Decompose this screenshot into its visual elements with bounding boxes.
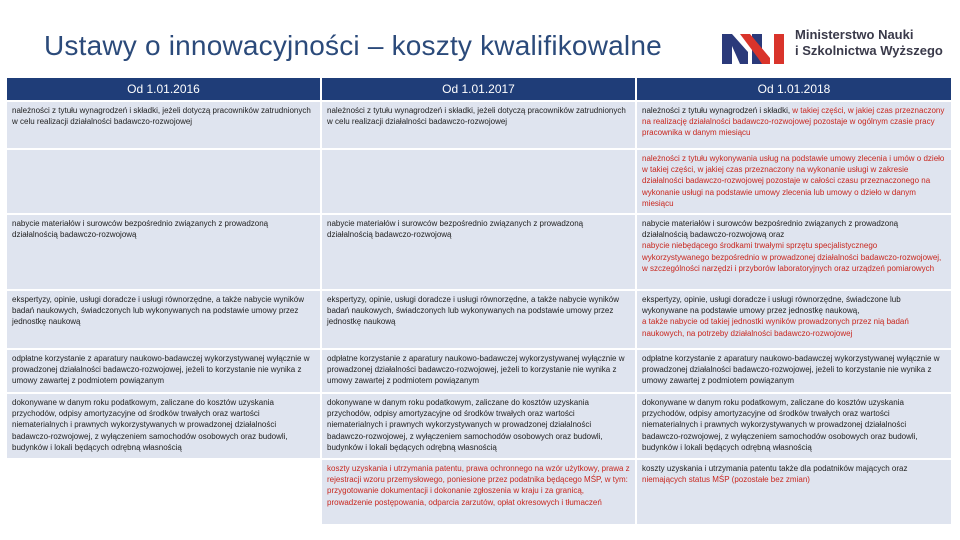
cell-2016: nabycie materiałów i surowców bezpośrednio związanych z prowadzoną działalnością badawczo-rozwojową <box>7 215 320 289</box>
header-row <box>7 78 951 100</box>
cell-2017: odpłatne korzystanie z aparatury naukowo-badawczej wykorzystywanej wyłącznie w prowadzonej działalności badawczo-rozwojowej, jeżeli to korzystanie nie wynika z umowy zawartej z podmiotem powiązanym <box>322 350 635 392</box>
cell-2017 <box>322 150 635 213</box>
column-header-2017: Od 1.01.2017 <box>322 78 635 100</box>
cell-2018 <box>637 215 951 289</box>
table-row <box>7 460 951 524</box>
cell-text-highlight: w takiej części, w jakiej czas przeznaczony na realizację działalności badawczo-rozwojowej pozostaje w ogólnym czasie pracy pracownika w danym miesiącu <box>642 106 945 138</box>
costs-table <box>5 76 953 526</box>
table-row <box>7 394 951 458</box>
cell-text-highlight: nabycie niebędącego środkami trwałymi sprzętu specjalistycznego wykorzystywanego bezpośrednio w prowadzonej działalności badawczo-rozwojowej, w szczególności narzędzi i przyborów laboratoryjnych oraz urządzeń pomiarowych <box>642 241 942 273</box>
cell-2017: koszty uzyskania i utrzymania patentu, prawa ochronnego na wzór użytkowy, prawa z rejestracji wzoru przemysłowego, poniesione przez podatnika będącego MŚP, w tym: przygotowanie dokumentacji i dokonanie zgłoszenia w kraju i za granicą, prowadzenie postępowania, odparcia zarzutów, opłat okresowych i tłumaczeń <box>322 460 635 524</box>
cell-2018: należności z tytułu wykonywania usług na podstawie umowy zlecenia i umów o dzieło w takiej części, w jakiej czas przeznaczony na wykonanie usługi w zakresie działalności badawczo-rozwojowej pozostaje w całości czasu przeznaczonego na wykonanie usługi na podstawie umowy zlecenia lub umowy o dzieło w danym miesiącu <box>637 150 951 213</box>
cell-2018 <box>637 460 951 524</box>
logo-line2: i Szkolnictwa Wyższego <box>795 43 943 58</box>
table-row <box>7 102 951 148</box>
table-row <box>7 150 951 213</box>
logo-text <box>795 27 943 59</box>
cell-2016 <box>7 460 320 524</box>
table-row <box>7 291 951 348</box>
cell-2016: odpłatne korzystanie z aparatury naukowo-badawczej wykorzystywanej wyłącznie w prowadzonej działalności badawczo-rozwojowej, jeżeli to korzystanie nie wynika z umowy zawartej z podmiotem powiązanym <box>7 350 320 392</box>
cell-text-highlight: niemających status MŚP (pozostałe bez zmian) <box>642 475 810 485</box>
cell-2017: nabycie materiałów i surowców bezpośrednio związanych z prowadzoną działalnością badawczo-rozwojową <box>322 215 635 289</box>
cell-text: koszty uzyskania i utrzymania patentu także dla podatników mających oraz <box>642 464 908 473</box>
cell-2016 <box>7 150 320 213</box>
cell-text-highlight: a także nabycie od takiej jednostki wyników prowadzonych przez nią badań naukowych, na potrzeby działalności badawczo-rozwojowej <box>642 317 909 338</box>
cell-2017: ekspertyzy, opinie, usługi doradcze i usługi równorzędne, a także nabycie wyników badań naukowych, świadczonych lub wykonywanych na podstawie umowy przez jednostkę naukową <box>322 291 635 348</box>
cell-2017: dokonywane w danym roku podatkowym, zaliczane do kosztów uzyskania przychodów, odpisy amortyzacyjne od środków trwałych oraz wartości niematerialnych i prawnych wykorzystywanych w prowadzonej działalności badawczo-rozwojowej, z wyłączeniem samochodów osobowych oraz budowli, budynków i lokali będących odrębną własnością <box>322 394 635 458</box>
table-row <box>7 350 951 392</box>
cell-2016: dokonywane w danym roku podatkowym, zaliczane do kosztów uzyskania przychodów, odpisy amortyzacyjne od środków trwałych oraz wartości niematerialnych i prawnych wykorzystywanych w prowadzonej działalności badawczo-rozwojowej, z wyłączeniem samochodów osobowych oraz budowli, budynków i lokali będących odrębną własnością <box>7 394 320 458</box>
cell-2016: ekspertyzy, opinie, usługi doradcze i usługi równorzędne, a także nabycie wyników badań naukowych, świadczonych lub wykonywanych na podstawie umowy przez jednostkę naukową <box>7 291 320 348</box>
cell-text: nabycie materiałów i surowców bezpośrednio związanych z prowadzoną działalnością badawczo-rozwojową oraz <box>642 219 899 240</box>
table-row <box>7 215 951 289</box>
logo-mark-red-bar <box>774 34 784 64</box>
cell-text: należności z tytułu wynagrodzeń i składki, <box>642 106 793 115</box>
cell-2018 <box>637 102 951 148</box>
page-title: Ustawy o innowacyjności – koszty kwalifikowalne <box>44 30 662 61</box>
logo-line1: Ministerstwo Nauki <box>795 27 914 42</box>
cell-2016: należności z tytułu wynagrodzeń i składki, jeżeli dotyczą pracowników zatrudnionych w celu realizacji działalności badawczo-rozwojowej <box>7 102 320 148</box>
cell-2018: odpłatne korzystanie z aparatury naukowo-badawczej wykorzystywanej wyłącznie w prowadzonej działalności badawczo-rozwojowej, jeżeli to korzystanie nie wynika z umowy zawartej z podmiotem powiązanym <box>637 350 951 392</box>
cell-2018: dokonywane w danym roku podatkowym, zaliczane do kosztów uzyskania przychodów, odpisy amortyzacyjne od środków trwałych oraz wartości niematerialnych i prawnych wykorzystywanych w prowadzonej działalności badawczo-rozwojowej, z wyłączeniem samochodów osobowych oraz budowli, budynków i lokali będących odrębną własnością <box>637 394 951 458</box>
column-header-2018: Od 1.01.2018 <box>637 78 951 100</box>
cell-2018 <box>637 291 951 348</box>
cell-text: ekspertyzy, opinie, usługi doradcze i usługi równorzędne, świadczone lub wykonywane na podstawie umowy przez jednostkę naukową, <box>642 295 901 316</box>
column-header-2016: Od 1.01.2016 <box>7 78 320 100</box>
cell-2017: należności z tytułu wynagrodzeń i składki, jeżeli dotyczą pracowników zatrudnionych w celu realizacji działalności badawczo-rozwojowej <box>322 102 635 148</box>
